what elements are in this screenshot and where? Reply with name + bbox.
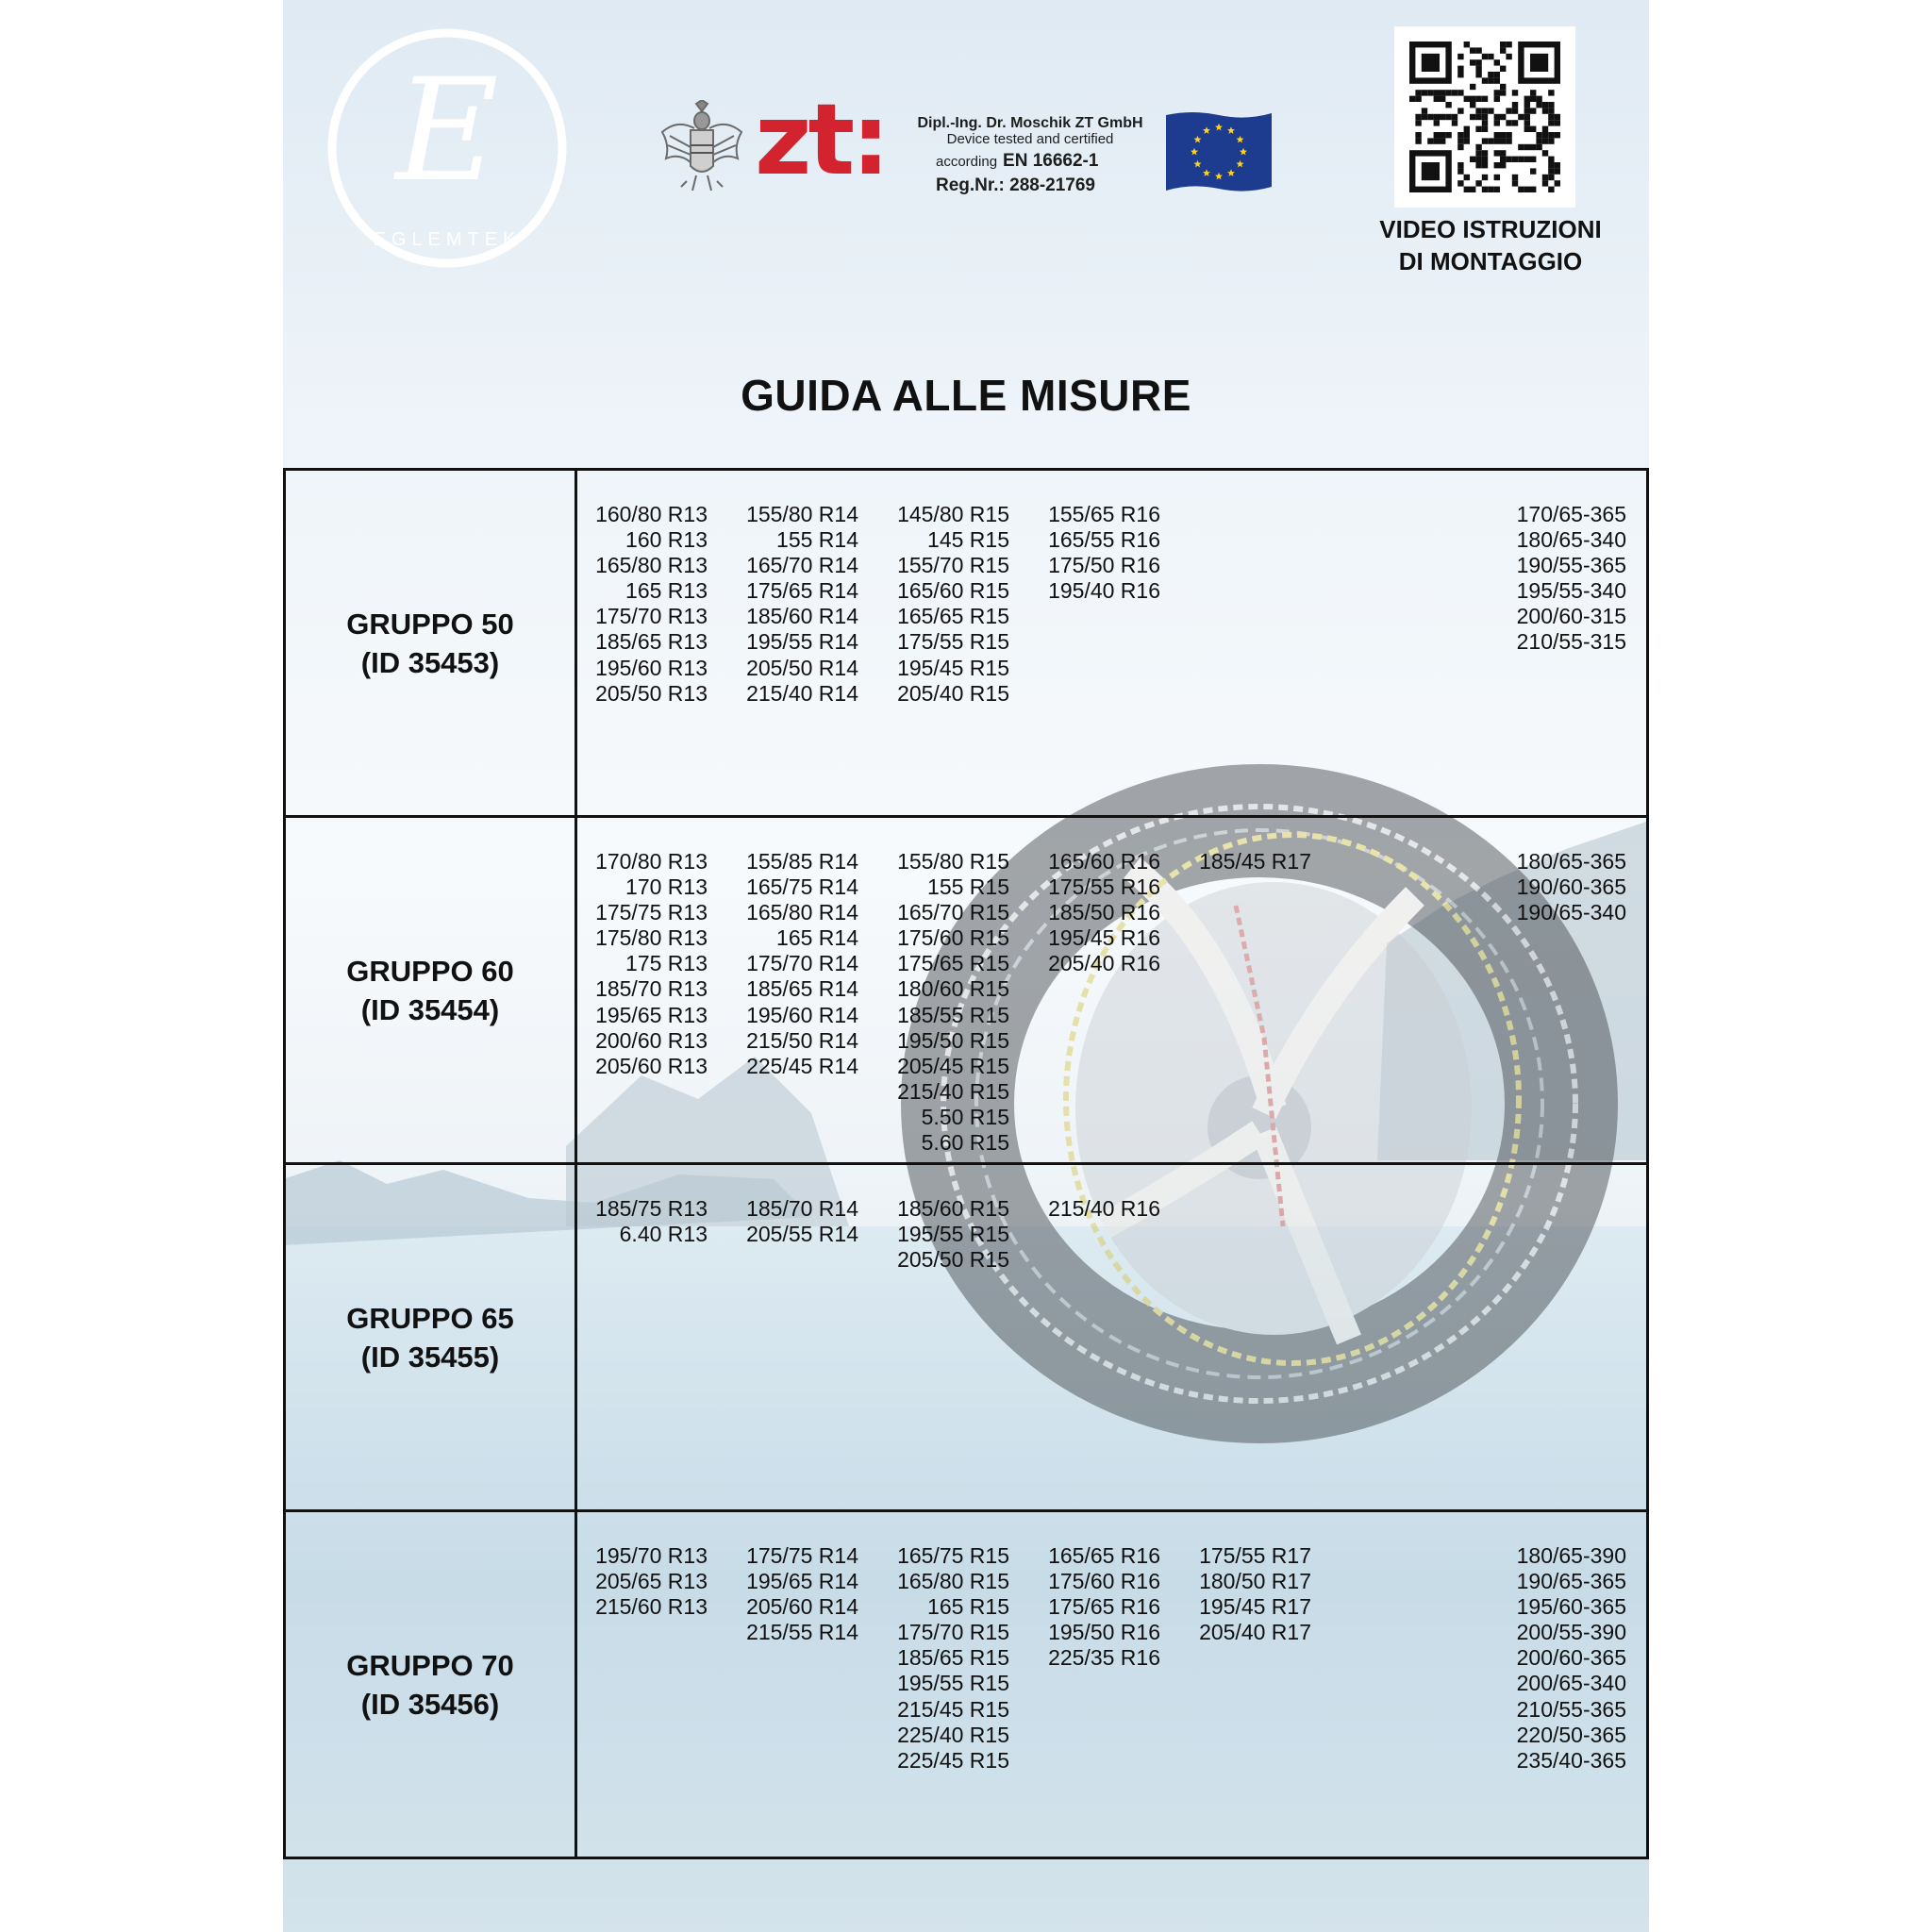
tire-sizes (577, 1165, 1646, 1507)
tire-sizes-cell (576, 1511, 1648, 1858)
tire-size: 200/65-340 (1516, 1671, 1626, 1696)
video-instructions-qr-code[interactable] (1394, 26, 1575, 208)
tire-size: 220/50-365 (1516, 1722, 1626, 1747)
tire-size: 185/60 R15 (897, 1196, 1009, 1221)
tire-size: 200/60-365 (1516, 1645, 1626, 1671)
tire-size: 155 R14 (776, 527, 858, 553)
tire-size: 155/65 R16 (1048, 502, 1160, 526)
tire-size: 225/45 R14 (746, 1053, 858, 1078)
tire-size-column (877, 1196, 1009, 1273)
tire-size: 165/80 R13 (595, 553, 708, 578)
tire-size: 170/80 R13 (595, 849, 708, 874)
tire-size: 175/65 R16 (1048, 1594, 1160, 1620)
tire-size: 215/40 R14 (746, 680, 858, 706)
tire-size: 210/55-365 (1516, 1696, 1626, 1722)
tire-size: 165 R15 (927, 1594, 1009, 1620)
tire-size: 215/45 R15 (897, 1696, 1009, 1722)
tire-size: 155/70 R15 (897, 553, 1009, 578)
tire-size: 145 R15 (927, 527, 1009, 553)
tire-size: 5.60 R15 (921, 1130, 1009, 1156)
tire-size: 205/50 R14 (746, 655, 858, 680)
tire-size: 165/60 R15 (897, 578, 1009, 604)
tire-size: 205/60 R13 (595, 1053, 708, 1078)
tire-size: 180/65-340 (1516, 527, 1626, 553)
tire-size: 165 R14 (776, 925, 858, 951)
tire-size: 205/55 R14 (746, 1222, 858, 1247)
tire-size: 175 R13 (625, 951, 708, 976)
tire-size-column (1179, 1543, 1311, 1645)
tire-size-column (877, 502, 1009, 707)
tire-size: 215/40 R15 (897, 1078, 1009, 1104)
tire-size-column (877, 849, 1009, 1156)
standard-code: EN 16662-1 (1003, 151, 1099, 171)
according-label: according (936, 154, 998, 170)
tire-size: 185/65 R13 (595, 629, 708, 655)
tested-note: Device tested and certified (946, 131, 1114, 147)
tire-size: 225/45 R15 (897, 1747, 1009, 1773)
tire-size: 175/70 R14 (746, 951, 858, 976)
tire-size: 195/70 R13 (595, 1543, 708, 1568)
group-row (285, 1511, 1648, 1858)
tire-size: 175/60 R16 (1048, 1569, 1160, 1594)
tire-size: 215/60 R13 (595, 1594, 708, 1620)
size-table (283, 468, 1649, 1859)
tire-size: 155/80 R14 (746, 502, 858, 526)
tire-size: 195/55 R14 (746, 629, 858, 655)
qr-caption-line-1: VIDEO ISTRUZIONI (1379, 215, 1602, 243)
tire-size: 190/55-365 (1516, 553, 1626, 578)
tire-size: 195/60 R14 (746, 1002, 858, 1027)
tire-size: 175/55 R17 (1199, 1543, 1311, 1568)
tire-size: 200/55-390 (1516, 1620, 1626, 1645)
tire-size-column (726, 502, 858, 707)
tire-size: 195/65 R14 (746, 1569, 858, 1594)
logo-wordmark: EGLEMTEK (373, 229, 522, 250)
tire-size: 165/80 R15 (897, 1569, 1009, 1594)
tire-size: 175/75 R13 (595, 900, 708, 925)
tire-size: 205/50 R15 (897, 1247, 1009, 1273)
tire-size: 170/65-365 (1516, 502, 1626, 526)
tire-size: 200/60 R13 (595, 1027, 708, 1053)
tire-size: 165/70 R14 (746, 553, 858, 578)
tire-size: 165/55 R16 (1048, 527, 1160, 553)
tire-size: 165/75 R14 (746, 874, 858, 900)
group-label-cell (285, 1164, 576, 1511)
group-id: (ID 35455) (360, 1340, 500, 1374)
zt-logo: zt: (755, 82, 887, 197)
tire-size: 200/60-315 (1516, 604, 1626, 629)
group-row (285, 817, 1648, 1164)
brochure-page (283, 0, 1649, 1932)
tire-size: 175/65 R14 (746, 578, 858, 604)
tire-size: 180/50 R17 (1199, 1569, 1311, 1594)
tire-size-column (575, 502, 708, 707)
group-id: (ID 35454) (360, 992, 500, 1026)
tire-size: 185/70 R14 (746, 1196, 858, 1221)
tire-size-column (575, 1543, 708, 1620)
group-id: (ID 35453) (360, 645, 500, 679)
tire-size-column (726, 849, 858, 1079)
tire-size: 185/55 R15 (897, 1002, 1009, 1027)
tire-size: 185/45 R17 (1199, 849, 1311, 874)
tire-size: 185/60 R14 (746, 604, 858, 629)
tire-sizes (577, 818, 1646, 1159)
tire-size: 190/65-340 (1516, 900, 1626, 925)
tire-sizes (577, 471, 1646, 812)
tire-size: 155 R15 (927, 874, 1009, 900)
tire-size: 195/55 R15 (897, 1671, 1009, 1696)
tire-size: 205/40 R15 (897, 680, 1009, 706)
tire-size-column (1494, 849, 1626, 925)
tire-size-column (1028, 1543, 1160, 1671)
group-name: GRUPPO 70 (346, 1648, 514, 1682)
group-name: GRUPPO 65 (346, 1301, 514, 1335)
page-title: GUIDA ALLE MISURE (741, 371, 1191, 420)
group-label-cell (285, 817, 576, 1164)
tire-size: 175/70 R13 (595, 604, 708, 629)
group-label-cell (285, 470, 576, 817)
tire-size: 195/50 R15 (897, 1027, 1009, 1053)
standard-line (908, 151, 1153, 172)
tire-size: 210/55-315 (1516, 629, 1626, 655)
tire-size-column (575, 849, 708, 1079)
tire-size-column (1028, 1196, 1160, 1222)
tire-size: 195/40 R16 (1048, 578, 1160, 604)
tire-size: 180/65-365 (1516, 849, 1626, 874)
tire-size: 175/55 R16 (1048, 874, 1160, 900)
tire-size: 195/50 R16 (1048, 1620, 1160, 1645)
tire-size: 175/55 R15 (897, 629, 1009, 655)
group-row (285, 1164, 1648, 1511)
tire-size: 175/80 R13 (595, 925, 708, 951)
tire-size: 145/80 R15 (897, 502, 1009, 526)
tire-size: 195/55-340 (1516, 578, 1626, 604)
tire-size: 205/40 R16 (1048, 951, 1160, 976)
certifier-company: Dipl.-Ing. Dr. Moschik ZT GmbH (917, 115, 1143, 131)
tire-size: 185/65 R15 (897, 1645, 1009, 1671)
tire-size-column (575, 1196, 708, 1247)
group-id: (ID 35456) (360, 1687, 500, 1721)
tire-sizes-cell (576, 1164, 1648, 1511)
tire-size: 5.50 R15 (921, 1104, 1009, 1129)
tire-size: 155/80 R15 (897, 849, 1009, 874)
qr-caption (1349, 213, 1632, 277)
tire-size: 165/75 R15 (897, 1543, 1009, 1568)
eglemtek-logo (325, 26, 569, 270)
size-table-body (285, 470, 1648, 1858)
tire-size: 195/60 R13 (595, 655, 708, 680)
logo-letter: E (395, 49, 499, 213)
tire-size-column (1028, 849, 1160, 976)
tire-size: 180/60 R15 (897, 976, 1009, 1002)
tire-size: 195/45 R15 (897, 655, 1009, 680)
qr-caption-line-2: DI MONTAGGIO (1398, 247, 1583, 275)
tire-size: 235/40-365 (1516, 1747, 1626, 1773)
tire-sizes (577, 1512, 1646, 1854)
group-name: GRUPPO 60 (346, 954, 514, 988)
tire-size: 205/45 R15 (897, 1053, 1009, 1078)
tire-size: 205/40 R17 (1199, 1620, 1311, 1645)
tire-size: 185/65 R14 (746, 976, 858, 1002)
tire-size: 165/60 R16 (1048, 849, 1160, 874)
tire-size: 175/75 R14 (746, 1543, 858, 1568)
registration-number: Reg.Nr.: 288-21769 (936, 175, 1095, 195)
tire-size-column (1028, 502, 1160, 604)
tire-size-column (1494, 1543, 1626, 1774)
tire-size-column (1179, 849, 1311, 874)
tire-size: 175/50 R16 (1048, 553, 1160, 578)
tire-size: 155/85 R14 (746, 849, 858, 874)
tire-sizes-cell (576, 817, 1648, 1164)
tire-size: 205/65 R13 (595, 1569, 708, 1594)
group-row (285, 470, 1648, 817)
tire-size: 175/70 R15 (897, 1620, 1009, 1645)
tire-size: 165/65 R15 (897, 604, 1009, 629)
tire-size: 160 R13 (625, 527, 708, 553)
tire-sizes-cell (576, 470, 1648, 817)
tire-size-column (726, 1196, 858, 1247)
tire-size-column (726, 1543, 858, 1645)
tire-size: 160/80 R13 (595, 502, 708, 526)
tire-size: 170 R13 (625, 874, 708, 900)
tire-size: 205/50 R13 (595, 680, 708, 706)
tire-size-column (877, 1543, 1009, 1774)
tire-size: 225/35 R16 (1048, 1645, 1160, 1671)
tire-size: 175/65 R15 (897, 951, 1009, 976)
austrian-eagle-crest-icon (658, 100, 745, 194)
tire-size: 165/70 R15 (897, 900, 1009, 925)
tire-size: 185/50 R16 (1048, 900, 1160, 925)
tire-size: 215/50 R14 (746, 1027, 858, 1053)
certification-block (908, 115, 1153, 196)
tire-size: 195/60-365 (1516, 1594, 1626, 1620)
tire-size: 190/60-365 (1516, 874, 1626, 900)
eu-flag-icon (1164, 109, 1274, 194)
tire-size: 185/75 R13 (595, 1196, 708, 1221)
tire-size: 205/60 R14 (746, 1594, 858, 1620)
group-name: GRUPPO 50 (346, 607, 514, 641)
tire-size: 165 R13 (625, 578, 708, 604)
tire-size: 165/65 R16 (1048, 1543, 1160, 1568)
tire-size: 195/45 R16 (1048, 925, 1160, 951)
tire-size: 185/70 R13 (595, 976, 708, 1002)
tire-size: 195/65 R13 (595, 1002, 708, 1027)
group-label-cell (285, 1511, 576, 1858)
tire-size: 195/45 R17 (1199, 1594, 1311, 1620)
tire-size: 6.40 R13 (619, 1222, 708, 1247)
tire-size: 215/40 R16 (1048, 1196, 1160, 1221)
tire-size: 195/55 R15 (897, 1222, 1009, 1247)
tire-size: 165/80 R14 (746, 900, 858, 925)
tire-size: 190/65-365 (1516, 1569, 1626, 1594)
tire-size: 180/65-390 (1516, 1543, 1626, 1568)
tire-size: 175/60 R15 (897, 925, 1009, 951)
tire-size: 215/55 R14 (746, 1620, 858, 1645)
tire-size-column (1494, 502, 1626, 656)
tire-size: 225/40 R15 (897, 1722, 1009, 1747)
